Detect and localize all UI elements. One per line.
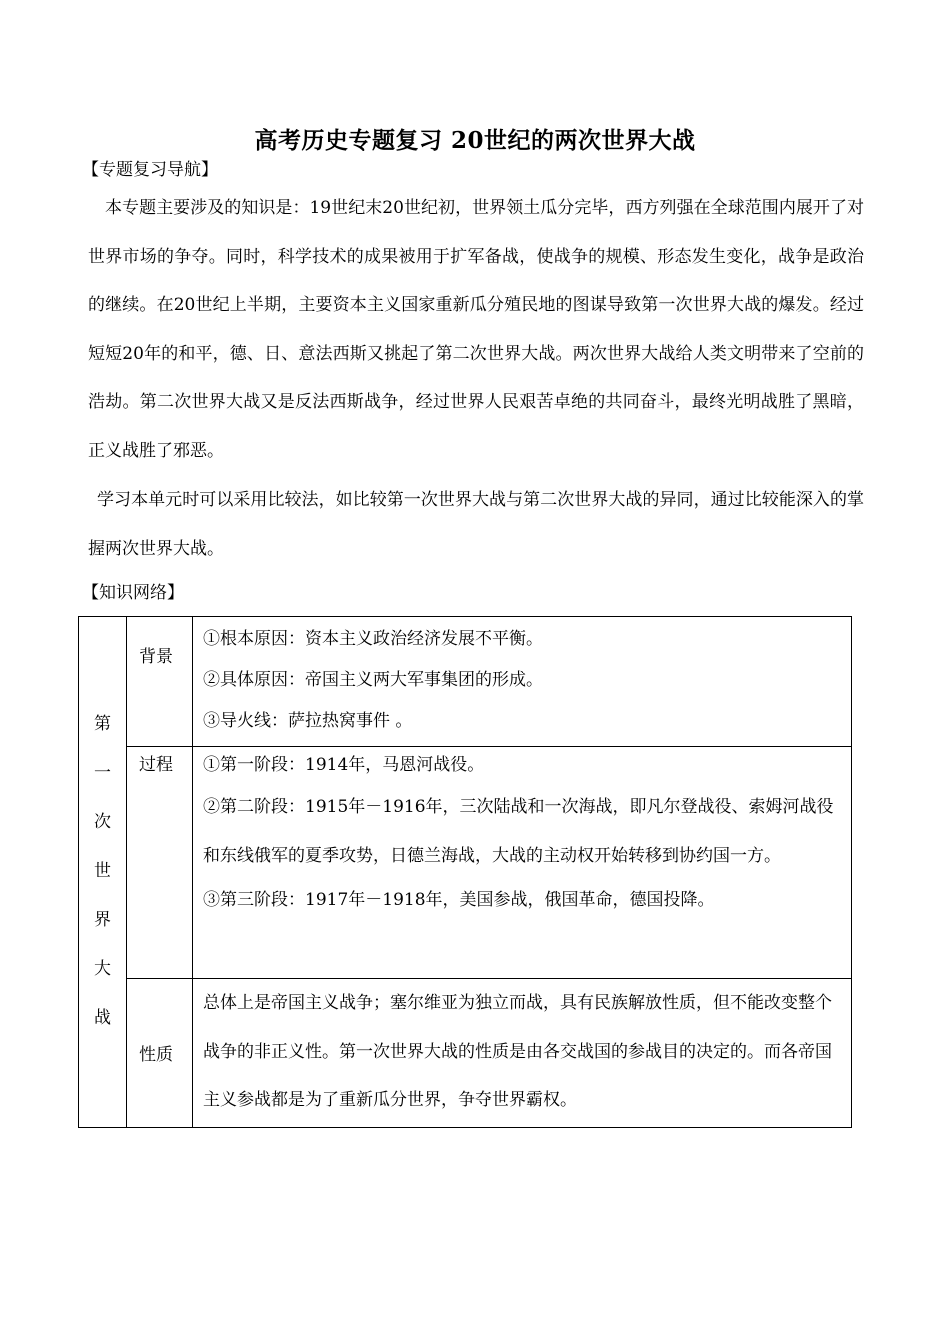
- war-label-cell: [79, 617, 127, 1128]
- war-label-char: 次: [94, 812, 111, 833]
- background-item: ③导火线：萨拉热窝事件 。: [203, 711, 413, 731]
- process-stage-1: ①第一阶段：1914年，马恩河战役。: [203, 755, 485, 775]
- nature-content: [193, 979, 852, 1128]
- knowledge-network-table: [78, 616, 852, 1128]
- process-content: [193, 747, 852, 979]
- category-process: [127, 747, 193, 979]
- background-content: [193, 617, 852, 747]
- process-stage-3: ③第三阶段：1917年－1918年，美国参战，俄国革命，德国投降。: [203, 890, 715, 910]
- section-network-heading: 【知识网络】: [82, 583, 184, 603]
- table-row-background: [79, 617, 852, 747]
- category-nature: 性质: [127, 979, 193, 1128]
- background-item: ①根本原因：资本主义政治经济发展不平衡。: [203, 629, 543, 649]
- category-process-label: 过程: [139, 755, 173, 775]
- war-label-char: 一: [94, 763, 111, 784]
- section-nav-heading: 【专题复习导航】: [82, 160, 218, 180]
- table-row-nature: [79, 979, 852, 1128]
- war-label-char: 世: [94, 861, 111, 882]
- intro-paragraph-1: 本专题主要涉及的知识是：19世纪末20世纪初，世界领土瓜分完毕，西方列强在全球范围内展开了对世界市场的争夺。同时，科学技术的成果被用于扩军备战，使战争的规模、形态发生变化，战争是政治的继续。在20世纪上半期，主要资本主义国家重新瓜分殖民地的图谋导致第一次世界大战的爆发。经过短短20年的和平，德、日、意法西斯又挑起了第二次世界大战。两次世界大战给人类文明带来了空前的浩劫。第二次世界大战又是反法西斯战争，经过世界人民艰苦卓绝的共同奋斗，最终光明战胜了黑暗，正义战胜了邪恶。: [88, 198, 864, 461]
- category-background: 背景: [127, 617, 193, 747]
- table-row-process: [79, 747, 852, 979]
- war-label-char: 战: [94, 1008, 111, 1029]
- background-item: ②具体原因：帝国主义两大军事集团的形成。: [203, 670, 543, 690]
- war-label-char: 大: [94, 959, 111, 980]
- war-label-char: 第: [94, 714, 111, 735]
- process-stage-2: ②第二阶段：1915年－1916年，三次陆战和一次海战，即凡尔登战役、索姆河战役和东线俄军的夏季攻势，日德兰海战，大战的主动权开始转移到协约国一方。: [203, 797, 834, 866]
- nature-text: 总体上是帝国主义战争；塞尔维亚为独立而战，具有民族解放性质，但不能改变整个战争的非正义性。第一次世界大战的性质是由各交战国的参战目的决定的。而各帝国主义参战都是为了重新瓜分世界，争夺世界霸权。: [203, 993, 832, 1110]
- document-title: 高考历史专题复习 20世纪的两次世界大战: [254, 127, 696, 154]
- war-label-char: 界: [94, 910, 111, 931]
- intro-paragraph-2: 学习本单元时可以采用比较法，如比较第一次世界大战与第二次世界大战的异同，通过比较能深入的掌握两次世界大战。: [88, 490, 864, 559]
